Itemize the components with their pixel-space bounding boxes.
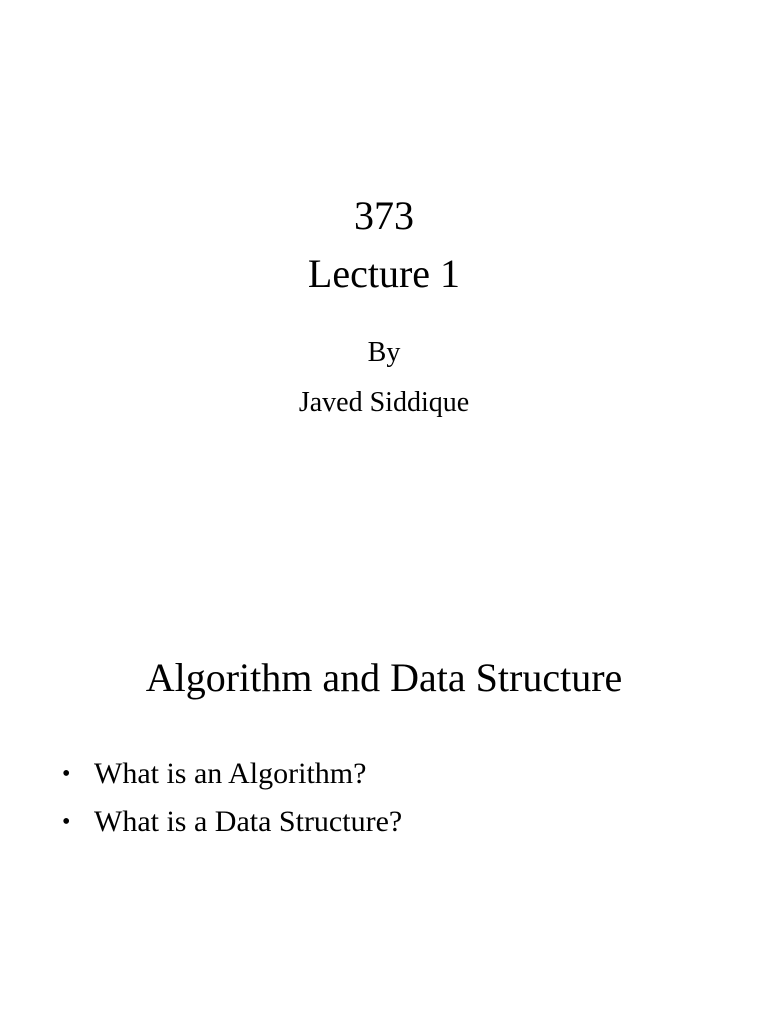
bullet-item: [62, 750, 402, 798]
slide-title-number: 373: [354, 193, 414, 238]
slide-heading: Algorithm and Data Structure: [145, 655, 623, 700]
slide-subtitle-by: By: [367, 337, 401, 368]
slide-title-lecture: Lecture 1: [307, 251, 461, 296]
bullet-icon: •: [62, 761, 71, 787]
slide-subtitle-author: Javed Siddique: [298, 387, 470, 418]
bullet-text: What is a Data Structure?: [94, 805, 403, 838]
bullet-text: What is an Algorithm?: [94, 757, 367, 790]
content-slide: [0, 512, 768, 1024]
bullet-item: [62, 798, 402, 846]
bullet-list: [62, 750, 402, 846]
bullet-icon: •: [62, 809, 71, 835]
